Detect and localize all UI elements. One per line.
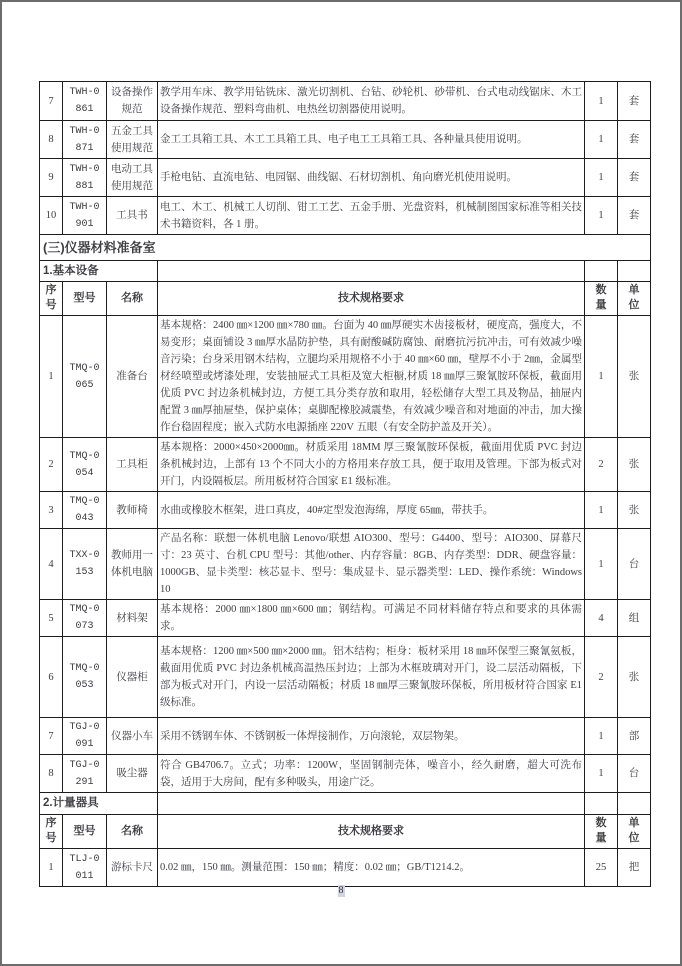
row-no: 8 [40, 121, 63, 159]
table-row [40, 159, 651, 197]
row-name: 游标卡尺 [107, 849, 158, 887]
col-header-no [40, 282, 63, 316]
row-name: 材料架 [107, 600, 158, 637]
row-no: 3 [40, 492, 63, 529]
header-row [40, 815, 651, 849]
row-spec: 基本规格：2000 ㎜×1800 ㎜×600 ㎜；钢结构。可满足不同材料储存特点和要求的具体需求。 [158, 600, 585, 637]
row-spec: 手枪电钻、直流电钻、电园锯、曲线锯、石材切割机、角向磨光机使用说明。 [158, 159, 585, 197]
row-spec: 基本规格：1200 ㎜×500 ㎜×2000 ㎜。铝木结构；柜身：板材采用 18 ㎜环保型三聚氰氨板，截面用优质 PVC 封边条机械高温热压封边；上部为木框玻璃对开门，设二层活动隔板，下部为板式对开门，内设一层活动隔板；材质 18 ㎜厚三聚氰胺环保板，所用板材符合国家 E1 级标准。 [158, 637, 585, 718]
row-qty: 4 [585, 600, 618, 637]
row-spec: 金工工具箱工具、木工工具箱工具、电子电工工具箱工具、各种量具使用说明。 [158, 121, 585, 159]
row-spec: 基本规格：2400 ㎜×1200 ㎜×780 ㎜。台面为 40 ㎜厚硬实木齿接板材，硬度高，强度大，不易变形；桌面铺设 3 ㎜厚水晶防护垫，具有耐酸碱防腐蚀、耐磨抗污抗冲击，可有效减少噪音污染；台身采用钢木结构，立腿均采用规格不小于 40 ㎜×60 ㎜，壁厚不小于 2㎜，金属型材经喷塑或烤漆处理，安装抽屉式工具柜及宽大柜橱,材质 18 ㎜厚三聚氰胺环保板，截面用优质 PVC 封边条机械封边，方便工具分类存放和取用，轻松储存大型工具及物品，抽屉内配置 3 ㎜厚抽屉垫，保护桌体；桌脚配橡胶减震垫，有效减少噪音和对地面的冲击，加大操作台稳固程度；嵌入式防水电源插座 220V 五眼（有安全防护盖及开关）。 [158, 316, 585, 438]
row-model [63, 438, 107, 492]
row-spec: 基本规格：2000×450×2000㎜。材质采用 18MM 厚三聚氰胺环保板，截面用优质 PVC 封边条机械封边，上部有 13 个不同大小的方格用来存放工具，便于取用及管理。下部为板式对开门，内设隔板层。所用板材符合国家 E1 级标准。 [158, 438, 585, 492]
row-no: 2 [40, 438, 63, 492]
header-row [40, 282, 651, 316]
row-qty: 1 [585, 159, 618, 197]
empty-cell [618, 261, 651, 282]
row-spec: 符合 GB4706.7。立式；功率：1200W，坚固钢制壳体，噪音小，经久耐磨，超大可洗布袋，适用于大房间，配有多种吸头，用途广泛。 [158, 755, 585, 793]
model-code: TWH-0861 [69, 87, 100, 115]
row-qty: 1 [585, 316, 618, 438]
table-row [40, 492, 651, 529]
row-no: 6 [40, 637, 63, 718]
col-header-no [40, 815, 63, 849]
col-header-name: 名称 [107, 282, 158, 316]
row-spec: 采用不锈钢车体、不锈钢板一体焊接制作，万向滚轮，双层物架。 [158, 718, 585, 755]
row-no: 1 [40, 849, 63, 887]
col-header-model: 型号 [63, 815, 107, 849]
row-unit: 把 [618, 849, 651, 887]
row-qty: 1 [585, 529, 618, 600]
row-model [63, 159, 107, 197]
row-no: 9 [40, 159, 63, 197]
model-code: TWH-0901 [69, 201, 100, 230]
row-qty: 1 [585, 82, 618, 121]
col-header-unit [618, 815, 651, 849]
row-no: 4 [40, 529, 63, 600]
subsection-title: 1.基本设备 [40, 261, 158, 282]
row-name: 吸尘器 [107, 755, 158, 793]
table-row [40, 637, 651, 718]
col-header-qty [585, 282, 618, 316]
row-no: 10 [40, 197, 63, 235]
row-model [63, 492, 107, 529]
model-code: TWH-0881 [69, 163, 100, 192]
row-unit: 套 [618, 197, 651, 235]
row-qty: 1 [585, 718, 618, 755]
equipment-spec-table [39, 81, 651, 887]
row-unit: 张 [618, 637, 651, 718]
model-code: TMQ-0054 [69, 450, 100, 479]
row-model [63, 316, 107, 438]
row-qty: 1 [585, 121, 618, 159]
row-qty: 1 [585, 492, 618, 529]
table-row [40, 600, 651, 637]
row-model [63, 529, 107, 600]
row-spec: 教学用车床、教学用钻铣床、激光切割机、台钻、砂轮机、砂带机、台式电动线锯床、木工设备操作规范、塑料弯曲机、电热丝切割器使用说明。 [158, 82, 585, 121]
col-header-label: 序号 [45, 817, 57, 844]
model-code: TGJ-0291 [69, 759, 100, 788]
row-model [63, 600, 107, 637]
empty-cell [158, 261, 585, 282]
row-no: 7 [40, 718, 63, 755]
row-name: 电动工具使用规范 [107, 159, 158, 197]
row-unit: 套 [618, 121, 651, 159]
table-row [40, 529, 651, 600]
col-header-spec: 技术规格要求 [158, 815, 585, 849]
col-header-model: 型号 [63, 282, 107, 316]
row-model [63, 197, 107, 235]
col-header-label: 数量 [595, 817, 607, 844]
row-model [63, 718, 107, 755]
row-spec: 0.02 ㎜，150 ㎜。测量范围：150 ㎜；精度：0.02 ㎜；GB/T1214.2。 [158, 849, 585, 887]
row-model [63, 82, 107, 121]
model-code: TMQ-0065 [69, 362, 100, 391]
model-code: TMQ-0043 [69, 496, 100, 524]
table-row [40, 755, 651, 793]
empty-cell [618, 793, 651, 815]
col-header-unit [618, 282, 651, 316]
row-no: 7 [40, 82, 63, 121]
col-header-label: 序号 [45, 284, 57, 311]
col-header-label: 数量 [595, 284, 607, 311]
row-name: 工具柜 [107, 438, 158, 492]
row-unit: 台 [618, 529, 651, 600]
model-code: TXX-0153 [69, 550, 100, 578]
col-header-label: 单位 [628, 817, 640, 844]
col-header-name: 名称 [107, 815, 158, 849]
row-name: 仪器小车 [107, 718, 158, 755]
row-name: 设备操作规范 [107, 82, 158, 121]
row-name: 教师用一体机电脑 [107, 529, 158, 600]
row-unit: 张 [618, 316, 651, 438]
row-unit: 组 [618, 600, 651, 637]
row-qty: 2 [585, 438, 618, 492]
model-code: TMQ-0053 [69, 663, 100, 691]
row-model [63, 755, 107, 793]
empty-cell [585, 261, 618, 282]
row-qty: 25 [585, 849, 618, 887]
col-header-qty [585, 815, 618, 849]
row-name: 准备台 [107, 316, 158, 438]
row-name: 工具书 [107, 197, 158, 235]
model-code: TGJ-0091 [69, 722, 100, 750]
row-name: 仪器柜 [107, 637, 158, 718]
row-name: 教师椅 [107, 492, 158, 529]
empty-cell [585, 793, 618, 815]
row-no: 8 [40, 755, 63, 793]
page-number: 8 [338, 885, 344, 896]
row-unit: 套 [618, 159, 651, 197]
row-no: 1 [40, 316, 63, 438]
section-row [40, 235, 651, 261]
row-model [63, 637, 107, 718]
table-row [40, 438, 651, 492]
model-code: TWH-0871 [69, 125, 100, 154]
row-qty: 1 [585, 755, 618, 793]
row-unit: 张 [618, 438, 651, 492]
row-unit: 部 [618, 718, 651, 755]
page-footer [2, 880, 680, 898]
subsection-row [40, 261, 651, 282]
section-title: (三)仪器材料准备室 [40, 235, 651, 261]
table-row [40, 718, 651, 755]
row-unit: 台 [618, 755, 651, 793]
row-spec: 产品名称：联想一体机电脑 Lenovo/联想 AIO300、型号：G4400、型号：AIO300、屏幕尺寸：23 英寸、台机 CPU 型号：其他/other、内存容量：8GB、内存类型：DDR、硬盘容量：1000GB、显卡类型：核芯显卡、型号：集成显卡、显示器类型：LED、操作系统：Windows 10 [158, 529, 585, 600]
row-qty: 2 [585, 637, 618, 718]
table-row [40, 197, 651, 235]
row-no: 5 [40, 600, 63, 637]
row-spec: 电工、木工、机械工人切削、钳工工艺、五金手册、光盘资料，机械制图国家标准等相关技术书籍资料，各 1 册。 [158, 197, 585, 235]
col-header-spec: 技术规格要求 [158, 282, 585, 316]
row-model [63, 121, 107, 159]
row-name: 五金工具使用规范 [107, 121, 158, 159]
empty-cell [158, 793, 585, 815]
table-row [40, 82, 651, 121]
subsection-title: 2.计量器具 [40, 793, 158, 815]
model-code: TMQ-0073 [69, 604, 100, 632]
col-header-label: 单位 [628, 284, 640, 311]
row-spec: 水曲或橡胶木框架，进口真皮，40#定型发泡海绵，厚度 65㎜，带扶手。 [158, 492, 585, 529]
row-unit: 套 [618, 82, 651, 121]
table-row [40, 316, 651, 438]
row-unit: 张 [618, 492, 651, 529]
model-code: TLJ-0011 [69, 853, 100, 882]
row-qty: 1 [585, 197, 618, 235]
table-row [40, 121, 651, 159]
subsection-row [40, 793, 651, 815]
